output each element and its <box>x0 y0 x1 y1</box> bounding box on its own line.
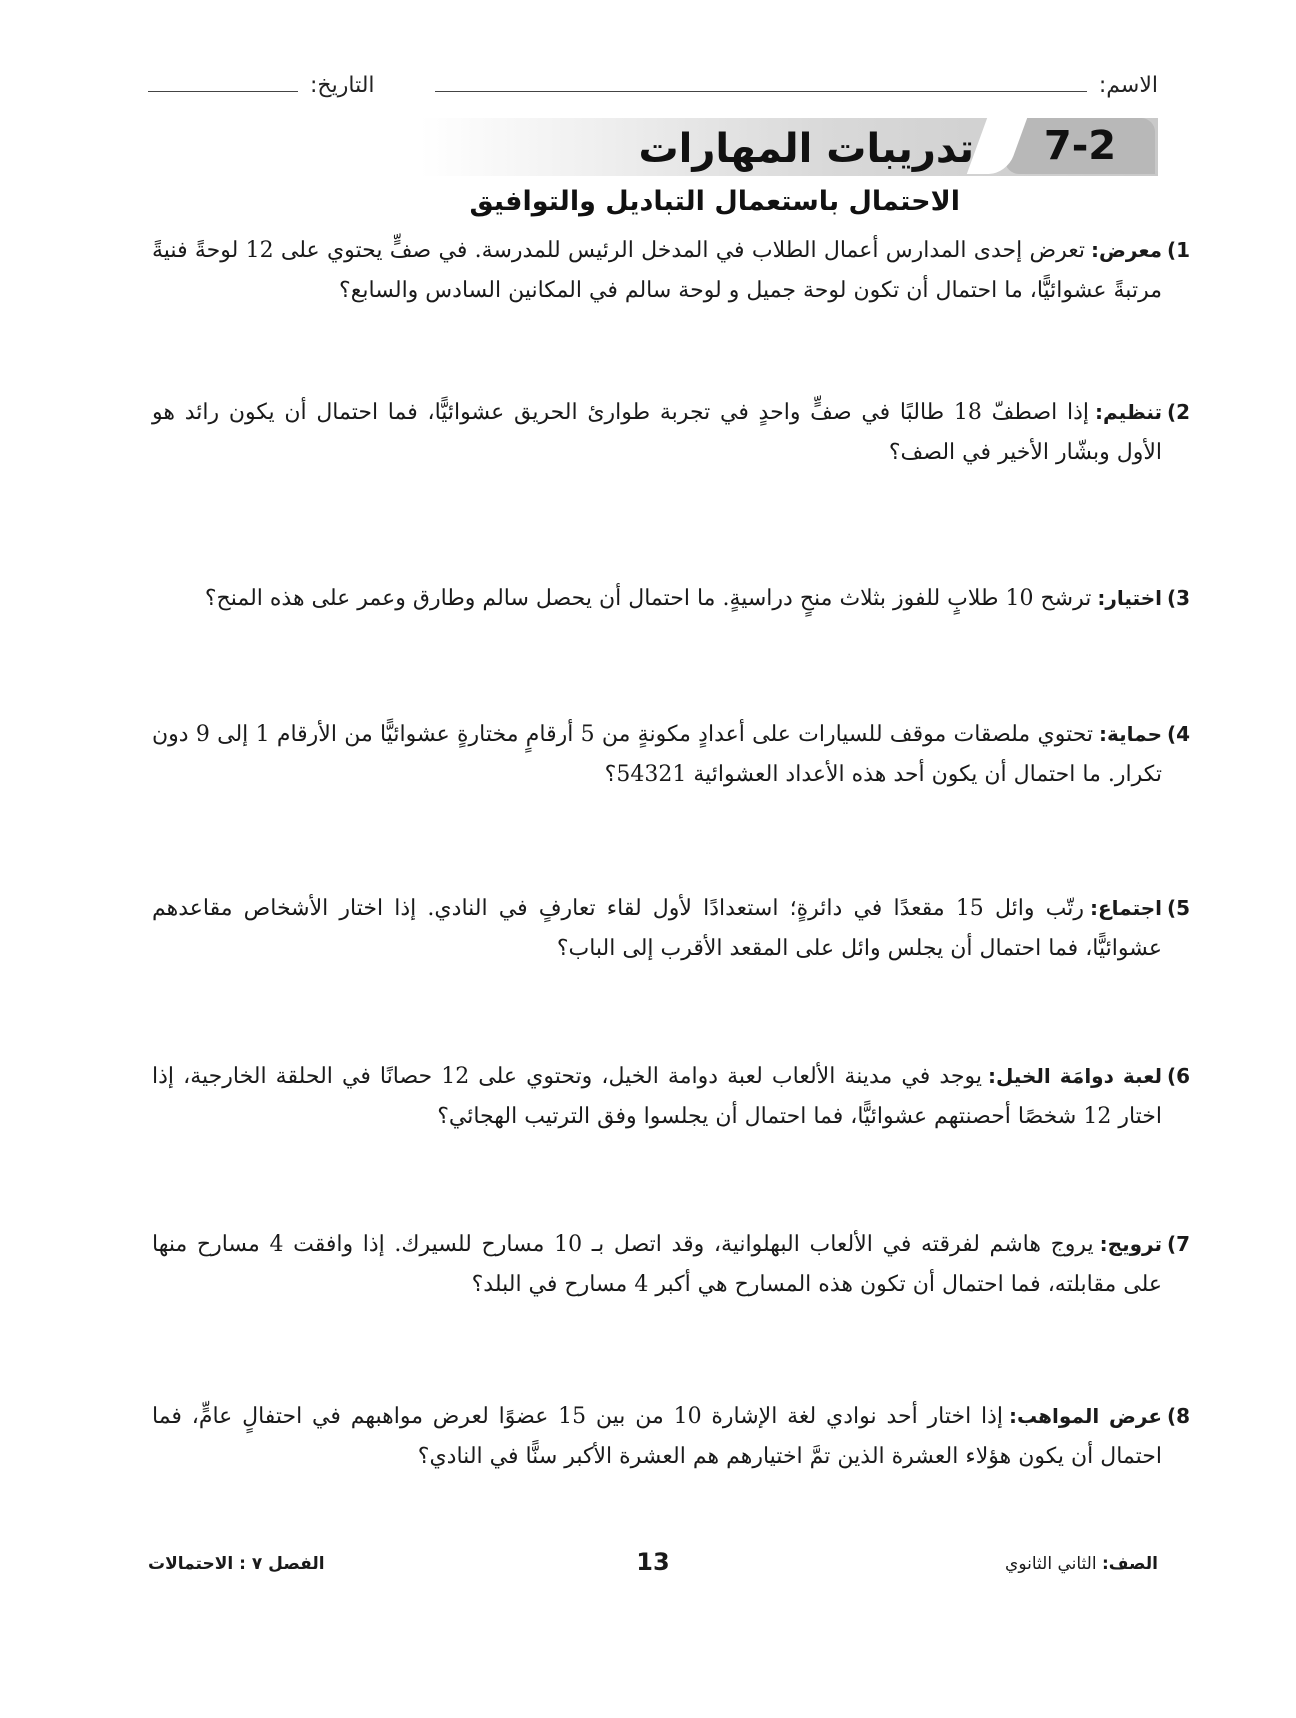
problem-keyword: ترويج: <box>1099 1232 1162 1256</box>
problem-number: 2) <box>1166 400 1190 424</box>
problem-number: 8) <box>1166 1404 1190 1428</box>
page-title: تدريبات المهارات <box>638 126 974 172</box>
problem-2 <box>152 392 1190 473</box>
worksheet-header <box>148 64 1158 104</box>
date-label: التاريخ: <box>310 73 375 98</box>
page-footer <box>148 1548 1158 1588</box>
date-field-line[interactable] <box>148 91 298 92</box>
lesson-number-tab <box>1005 118 1155 174</box>
problem-6 <box>152 1056 1190 1137</box>
problem-3 <box>152 578 1190 619</box>
problem-number: 7) <box>1166 1232 1190 1256</box>
problem-keyword: تنظيم: <box>1095 400 1163 424</box>
page-number: 13 <box>636 1548 670 1576</box>
problem-8 <box>152 1396 1190 1477</box>
problem-text: رتّب وائل 15 مقعدًا في دائرةٍ؛ استعدادًا لأول لقاء تعارفٍ في النادي. إذا اختار الأشخاص مقاعدهم عشوائيًّا، فما احتمال أن يجلس وائل على المقعد الأقرب إلى الباب؟ <box>152 896 1162 961</box>
lesson-number: 7-2 <box>1043 123 1117 169</box>
grade-info <box>1005 1554 1158 1574</box>
problem-number: 3) <box>1166 586 1190 610</box>
problem-7 <box>152 1224 1190 1305</box>
problem-keyword: لعبة دوامَة الخيل: <box>987 1064 1163 1088</box>
problem-1 <box>152 230 1190 311</box>
problem-number: 5) <box>1166 896 1190 920</box>
problem-text: يروج هاشم لفرقته في الألعاب البهلوانية، وقد اتصل بـ 10 مسارح للسيرك. إذا وافقت 4 مسارح منها على مقابلته، فما احتمال أن تكون هذه المسارح هي أكبر 4 مسارح في البلد؟ <box>152 1232 1162 1297</box>
problem-text: إذا اصطفّ 18 طالبًا في صفٍّ واحدٍ في تجربة طوارئ الحريق عشوائيًّا، فما احتمال أن يكون رائد هو الأول وبشّار الأخير في الصف؟ <box>152 400 1162 465</box>
problem-keyword: معرض: <box>1090 238 1162 262</box>
problem-number: 1) <box>1166 238 1190 262</box>
problem-keyword: اجتماع: <box>1089 896 1162 920</box>
problem-4 <box>152 714 1190 795</box>
problem-number: 4) <box>1166 722 1190 746</box>
chapter-label: الفصل ٧ : الاحتمالات <box>148 1554 325 1574</box>
name-field-line[interactable] <box>435 91 1087 92</box>
problem-text: تحتوي ملصقات موقف للسيارات على أعدادٍ مكونةٍ من 5 أرقامٍ مختارةٍ عشوائيًّا من الأرقام 1 إلى 9 دون تكرار. ما احتمال أن يكون أحد هذه الأعداد العشوائية 54321؟ <box>152 722 1162 787</box>
problem-text: يوجد في مدينة الألعاب لعبة دوامة الخيل، وتحتوي على 12 حصانًا في الحلقة الخارجية، إذا اختار 12 شخصًا أحصنتهم عشوائيًّا، فما احتمال أن يجلسوا وفق الترتيب الهجائي؟ <box>152 1064 1162 1129</box>
problem-keyword: عرض المواهب: <box>1009 1404 1162 1428</box>
grade-value: الثاني الثانوي <box>1005 1554 1097 1574</box>
name-label: الاسم: <box>1098 73 1158 98</box>
problem-keyword: حماية: <box>1099 722 1162 746</box>
grade-label: الصف: <box>1101 1554 1158 1574</box>
problem-5 <box>152 888 1190 969</box>
problem-number: 6) <box>1166 1064 1190 1088</box>
page-subtitle: الاحتمال باستعمال التباديل والتوافيق <box>469 186 960 217</box>
problem-text: ترشح 10 طلابٍ للفوز بثلاث منحٍ دراسيةٍ. ما احتمال أن يحصل سالم وطارق وعمر على هذه المنح؟ <box>204 586 1092 611</box>
problem-text: تعرض إحدى المدارس أعمال الطلاب في المدخل الرئيس للمدرسة. في صفٍّ يحتوي على 12 لوحةً فنيةً مرتبةً عشوائيًّا، ما احتمال أن تكون لوحة جميل و لوحة سالم في المكانين السادس والسابع؟ <box>152 238 1162 303</box>
problem-text: إذا اختار أحد نوادي لغة الإشارة 10 من بين 15 عضوًا لعرض مواهبهم في احتفالٍ عامٍّ، فما احتمال أن يكون هؤلاء العشرة الذين تمَّ اختيارهم هم العشرة الأكبر سنًّا في النادي؟ <box>152 1404 1162 1469</box>
problem-keyword: اختيار: <box>1097 586 1162 610</box>
